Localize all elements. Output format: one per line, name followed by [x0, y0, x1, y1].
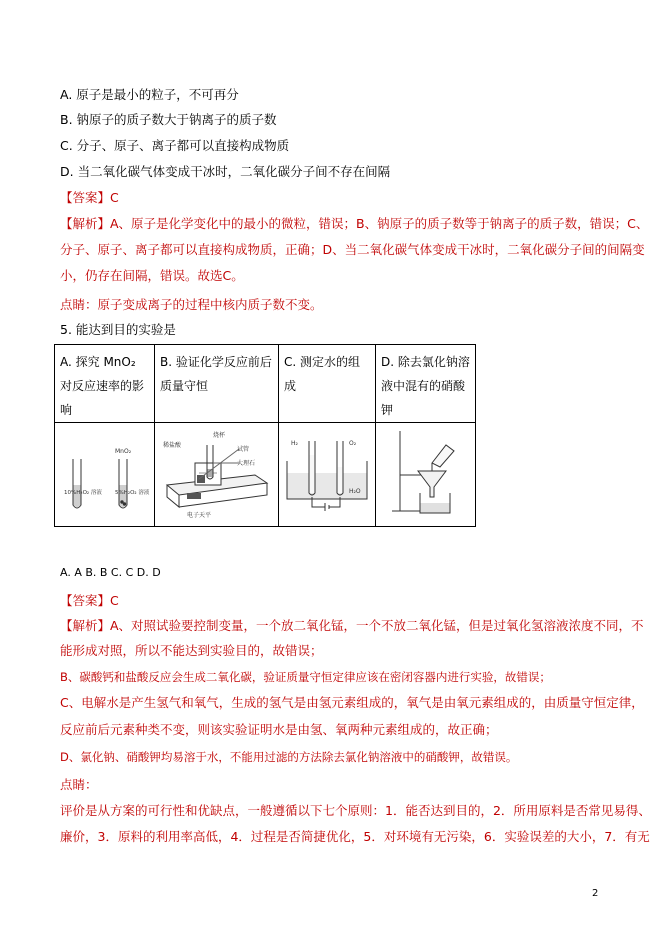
q5-analysis-line-3: B、碳酸钙和盐酸反应会生成二氧化碳，验证质量守恒定律应该在密闭容器内进行实验，故错误；	[60, 670, 551, 684]
q4-analysis-line-3: 小，仍存在间隔，错误。故选C。	[60, 268, 244, 283]
svg-text:电子天平: 电子天平	[187, 512, 212, 519]
filtration-illustration	[376, 423, 475, 522]
q5-header-b: B. 验证化学反应前后质量守恒	[155, 345, 279, 423]
q5-title: 5. 能达到目的实验是	[60, 322, 176, 337]
q4-analysis-line-2: 分子、原子、离子都可以直接构成物质，正确；D、当二氧化碳气体变成干冰时，二氧化碳分子间的间隔变	[60, 242, 645, 257]
q5-figure-c	[279, 423, 376, 527]
test-tubes-illustration	[55, 423, 154, 522]
page-number: 2	[592, 888, 599, 899]
svg-text:5%H₂O₂ 溶液: 5%H₂O₂ 溶液	[115, 490, 150, 496]
svg-text:烧杯: 烧杯	[213, 432, 226, 439]
q5-figure-b	[155, 423, 279, 527]
q5-analysis-line-4: C、电解水是产生氢气和氧气，生成的氢气是由氢元素组成的，氧气是由氧元素组成的，由质量守恒定律，	[60, 695, 644, 710]
q5-header-d: D. 除去氯化钠溶液中混有的硝酸钾	[376, 345, 476, 423]
balance-illustration	[155, 423, 278, 522]
q5-analysis-line-5: 反应前后元素种类不变，则该实验证明水是由氢、氧两种元素组成的，故正确；	[60, 722, 498, 737]
q4-analysis-line-1: 【解析】A、原子是化学变化中的最小的微粒，错误；B、钠原子的质子数等于钠离子的质子数，错误；C、	[60, 216, 649, 231]
q5-analysis-line-1: 【解析】A、对照试验要控制变量，一个放二氧化锰，一个不放二氧化锰，但是过氧化氢溶液浓度不同，不	[60, 618, 644, 633]
svg-text:10%H₂O₂ 溶液: 10%H₂O₂ 溶液	[64, 490, 102, 496]
q5-header-c: C. 测定水的组成	[279, 345, 376, 423]
q4-option-c: C. 分子、原子、离子都可以直接构成物质	[60, 138, 290, 153]
q5-analysis-line-2: 能形成对照，所以不能达到实验目的，故错误；	[60, 643, 323, 658]
q4-tip: 点睛：原子变成离子的过程中核内质子数不变。	[60, 297, 323, 312]
q4-answer: 【答案】C	[60, 190, 119, 205]
q5-figure-a	[55, 423, 155, 527]
q5-tip-title: 点睛：	[60, 777, 98, 792]
svg-text:H₂O: H₂O	[349, 488, 361, 495]
q5-header-a: A. 探究 MnO₂ 对反应速率的影响	[55, 345, 155, 423]
svg-text:H₂: H₂	[291, 440, 298, 447]
svg-text:稀盐酸: 稀盐酸	[163, 442, 182, 449]
q5-options: A. A B. B C. C D. D	[60, 566, 161, 579]
q5-answer: 【答案】C	[60, 593, 119, 608]
svg-text:O₂: O₂	[349, 440, 357, 447]
electrolysis-illustration	[279, 423, 375, 522]
svg-text:MnO₂: MnO₂	[115, 448, 132, 455]
svg-text:试管: 试管	[237, 446, 250, 453]
q5-analysis-line-6: D、氯化钠、硝酸钾均易溶于水，不能用过滤的方法除去氯化钠溶液中的硝酸钾，故错误。	[60, 750, 518, 764]
q4-option-b: B. 钠原子的质子数大于钠离子的质子数	[60, 112, 277, 127]
svg-text:大理石: 大理石	[237, 460, 256, 467]
q5-table	[54, 344, 476, 527]
q5-tip-line-1: 评价是从方案的可行性和优缺点，一般遵循以下七个原则：1．能否达到目的，2．所用原料是否常见易得、	[60, 803, 651, 818]
q4-option-a: A. 原子是最小的粒子，不可再分	[60, 87, 239, 102]
q5-tip-line-2: 廉价，3．原料的利用率高低，4．过程是否简捷优化，5．对环境有无污染，6．实验误差的大小，7．有无	[60, 829, 650, 844]
q5-figure-d	[376, 423, 476, 527]
q4-option-d: D. 当二氧化碳气体变成干冰时，二氧化碳分子间不存在间隔	[60, 164, 391, 179]
